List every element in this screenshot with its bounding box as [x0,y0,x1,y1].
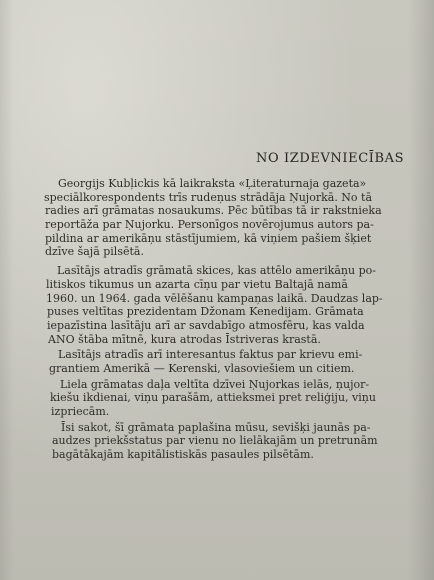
text-line: grantiem Amerikā — Kerenski, vlasoviešiem un citiem. [49,361,355,375]
text-line: Lasītājs atradīs grāmatā skices, kas attēlo amerikāņu po- [57,264,376,278]
text-line: litiskos tikumus un azarta cīņu par vietu Baltajā namā [46,277,348,291]
text-line: speciālkorespondents trīs rudeņus strādāja Ņujorkā. No tā [44,190,373,204]
paragraph-5 [0,421,434,462]
text-line: kiešu ikdienai, viņu parašām, attieksmei pret reliģiju, viņu [50,391,376,405]
text-line: pildina ar amerikāņu stāstījumiem, kā viņiem pašiem šķiet [45,231,372,245]
body-text [0,177,434,462]
paragraph-1 [0,177,434,259]
page-heading: NO IZDEVNIECĪBAS [256,151,405,166]
text-line: puses veltītas prezidentam Džonam Kenedijam. Grāmata [47,305,364,319]
text-line: radies arī grāmatas nosaukums. Pēc būtības tā ir rakstnieka [45,204,382,218]
text-line: ANO štāba mītnē, kura atrodas Īstriveras krastā. [48,332,321,346]
text-line: dzīve šajā pilsētā. [45,245,144,259]
text-line: 1960. un 1964. gada vēlēšanu kampaņas laikā. Daudzas lap- [46,291,383,305]
text-line: Īsi sakot, šī grāmata paplašina mūsu, sevišķi jaunās pa- [61,420,371,434]
text-line: reportāža par Ņujorku. Personīgos novērojumus autors pa- [45,218,374,232]
text-line: bagātākajām kapitālistiskās pasaules pilsētām. [52,448,314,462]
paragraph-4 [0,378,434,419]
text-line: audzes priekšstatus par vienu no lielākajām un pretrunām [52,434,378,448]
text-line: Georgijs Kubļickis kā laikraksta «Ļiteraturnaja gazeta» [58,177,367,190]
text-line: Liela grāmatas daļa veltīta dzīvei Ņujorkas ielās, ņujor- [60,377,370,391]
paragraph-3 [0,348,434,375]
text-line: izpriecām. [51,405,110,418]
text-line: iepazīstina lasītāju arī ar savdabīgo atmosfēru, kas valda [47,318,365,332]
paragraph-2 [0,264,434,346]
text-line: Lasītājs atradīs arī interesantus faktus par krievu emi- [58,348,363,362]
